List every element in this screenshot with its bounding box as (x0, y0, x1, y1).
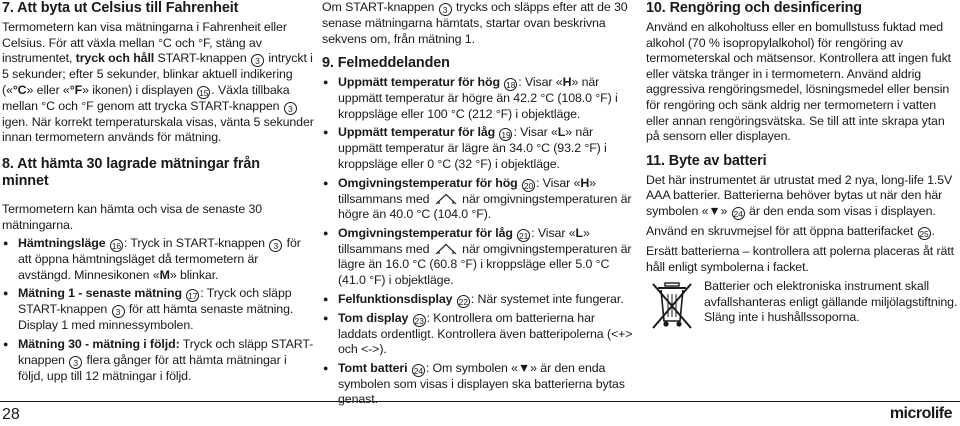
section-8-list (2, 236, 314, 384)
memory-cycle-paragraph: Om START-knappen 3 trycks och släpps efter att de 30 senase mätningarna hämtats, startar ovan beskrivna sekvens om, från mätning 1. (322, 0, 628, 46)
ref-number-22: 22 (458, 296, 468, 307)
list-item: ● Tomt batteri 24 : Om symbolen «▼» är den enda symbolen som visas i displayen ska batterierna bytas genast. (322, 361, 634, 408)
section-11-paragraph-1: Det här instrumentet är utrustat med 2 nya, long-life 1.5V AAA batterier. Batterierna behöver bytas ut när den här symbolen «▼» 24 är den enda som visas i displayen. (646, 172, 953, 219)
battery-triangle-icon: ▼ (517, 360, 531, 375)
ref-number-23: 23 (414, 315, 424, 326)
section-11-title: 11. Byte av batteri (646, 152, 767, 169)
section-11-paragraph-2: Använd en skruvmejsel för att öppna batterifacket 25 . (646, 223, 935, 239)
section-8-title: 8. Att hämta 30 lagrade mätningar från minnet (2, 155, 260, 189)
ref-number-17: 17 (188, 291, 198, 302)
ref-number-3: 3 (439, 3, 452, 16)
house-outline-icon (435, 193, 457, 205)
column-middle (322, 0, 634, 411)
section-7-title: 7. Att byta ut Celsius till Fahrenheit (2, 0, 239, 16)
section-10-title: 10. Rengöring och desinficering (646, 0, 862, 16)
ref-number-25: 25 (919, 228, 929, 239)
ref-number-3: 3 (251, 54, 264, 67)
list-item: ● Uppmätt temperatur för hög 18 : Visar «H» när uppmätt temperatur är högre än 42.2 °C (108.0 °F) i kroppsläge eller 100 °C (212 °F) i objektläge. (322, 75, 634, 122)
ref-number-18: 18 (506, 80, 516, 91)
ref-number-20: 20 (523, 180, 534, 191)
ref-number-3: 3 (284, 102, 297, 115)
section-9-title: 9. Felmeddelanden (322, 55, 450, 72)
ref-number-3: 3 (269, 239, 282, 252)
list-item: ● Omgivningstemperatur för låg 21 : Visar «L» tillsammans med när omgivningstemperaturen är lägre än 16.0 °C (60.8 °F) i kroppsläge eller 5.0 °C (41.0 °F) i objektläge. (322, 226, 634, 289)
column-left (2, 0, 314, 387)
page-number: 28 (2, 406, 20, 423)
ref-number-19: 19 (501, 130, 511, 141)
section-10-paragraph: Använd en alkoholtuss eller en bomullstuss fuktad med alkohol (70 % isopropylalkohol) för rengöring av termometerskal och mätsensor. Kontrollera att ingen fukt eller vätska tränger in i termometern. Använd aldrig aggressiva rengöringsmedel, lösningsmedel eller bensin för rengöring och sänk aldrig ner termometern i vatten eller annan rengöringsvätska. Se till att inte skrapa ytan på sensorn eller displayen. (646, 20, 952, 144)
footer-divider (0, 401, 960, 402)
disposal-notice (646, 279, 958, 331)
list-item: ● Mätning 1 - senaste mätning 17 : Tryck och släpp START-knappen 3 för att hämta senaste mätning. Display 1 med minnessymbolen. (2, 286, 314, 334)
ref-number-24: 24 (413, 365, 423, 376)
section-7-paragraph: Termometern kan visa mätningarna i Fahrenheit eller Celsius. För att växla mellan °C och °F, stäng av instrumentet, tryck och håll START-knappen 3 intryckt i 5 sekunder; efter 5 sekunder, blinkar aktuell indikering («°C» eller «°F» ikonen) i displayen 15 . Växla tillbaka mellan °C och °F genom att trycka START-knappen 3 igen. När korrekt temperaturskala visas, vänta 5 sekunder innan termometern används för mätning. (2, 20, 314, 145)
section-9-list (322, 75, 634, 408)
list-item: ● Felfunktionsdisplay 22 : När systemet inte fungerar. (322, 292, 634, 308)
house-outline-icon (435, 243, 457, 255)
column-right (646, 0, 958, 331)
list-item: ● Mätning 30 - mätning i följd: Tryck och släpp START-knappen 3 flera gånger för att hämta mätningar i följd, upp till 12 mätningar i följd. (2, 337, 314, 384)
disposal-text: Batterier och elektroniska instrument skall avfallshanteras enligt gällande miljölagstiftning. Släng inte i hushållssoporna. (704, 279, 958, 325)
list-item: ● Uppmätt temperatur för låg 19 : Visar «L» när uppmätt temperatur är lägre än 34.0 °C (93.2 °F) i kroppsläge eller 0 °C (32 °F) i objektläge. (322, 125, 634, 172)
ref-number-16: 16 (111, 241, 121, 252)
ref-number-15: 15 (199, 87, 209, 98)
crossed-wheelie-bin-icon (650, 281, 694, 331)
ref-number-24: 24 (733, 208, 743, 219)
brand-logo: microlife (889, 405, 952, 422)
battery-triangle-icon: ▼ (708, 203, 721, 218)
ref-number-21: 21 (519, 230, 529, 241)
ref-number-3: 3 (112, 305, 125, 318)
ref-number-3: 3 (69, 356, 82, 369)
list-item: ● Tom display 23 : Kontrollera om batterierna har laddats ordentligt. Kontrollera även batteripolerna (<+> och <->). (322, 311, 634, 358)
list-item: ● Omgivningstemperatur för hög 20 : Visar «H» tillsammans med när omgivningstemperaturen är högre än 40.0 °C (104.0 °F). (322, 176, 634, 223)
section-8-intro: Termometern kan hämta och visa de senaste 30 mätningarna. (2, 201, 263, 232)
section-11-paragraph-3: Ersätt batterierna – kontrollera att polerna placeras åt rätt håll enligt symbolerna i facket. (646, 243, 954, 274)
list-item: ● Hämtningsläge 16 : Tryck in START-knappen 3 för att öppna hämtningsläget då termometern är avstängd. Minnesikonen «M» blinkar. (2, 236, 314, 283)
